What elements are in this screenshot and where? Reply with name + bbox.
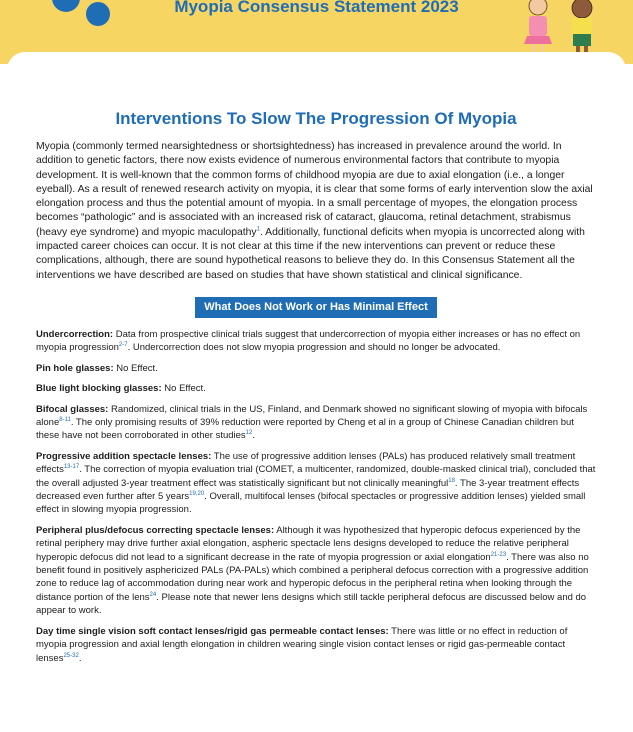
item-label: Pin hole glasses: [36, 362, 114, 374]
reference: 18 [448, 477, 455, 484]
reference: 1 [256, 226, 260, 233]
item-label: Peripheral plus/defocus correcting spectacle lenses: [36, 524, 275, 536]
item-label: Blue light blocking glasses: [36, 383, 162, 395]
article [36, 108, 596, 672]
section-heading: What Does Not Work or Has Minimal Effect [195, 297, 437, 318]
reference: 24 [149, 591, 157, 598]
item-pin-hole-glasses: Pin hole glasses: No Effect. [36, 362, 158, 374]
reference: 19,20 [189, 490, 205, 497]
item-peripheral-plus-lenses: Peripheral plus/defocus correcting spectacle lenses: Although it was hypothesized that hyperopic defocus experienced by the retinal periphery may drive further axial elongation, aspheric spectacle lens designs developed to reduce the relative peripheral hyperopic defocus did not lead to a significant decrease in the rate of myopia progression or axial elongation$^{21-23}$. There was also no benefit found in positively asphericized PALs (PA-PALs) which combined a peripheral defocus correction with a progressive addition zone to reduce lag of accommodation during near work and hyperopic defocus in the peripheral retina when looking through the distance portion of the lens$^{24}$. Please note that newer lens designs which still tackle peripheral defocus are discussed below and do appear to work. [36, 524, 589, 617]
section-heading-wrap [36, 297, 596, 318]
reference: 12 [245, 430, 253, 437]
reference: 8-11 [59, 416, 71, 423]
item-label: Undercorrection: [36, 328, 114, 340]
item-label: Day time single vision soft contact lenses/rigid gas permeable contact lenses: [36, 625, 389, 637]
item-single-vision-contact-lenses: Day time single vision soft contact lenses/rigid gas permeable contact lenses: There was little or no effect in reduction of myopia progression and axial length elongation in children wearing single vision contact lenses or rigid gas-permeable contact lenses$^{25-32}$. [36, 625, 568, 664]
banner-title: Myopia Consensus Statement 2023 [174, 0, 459, 16]
intro-paragraph: Myopia (commonly termed nearsightedness or shortsightedness) has increased in prevalence around the world. In addition to genetic factors, there now exists evidence of numerous environmental factors that contribute to myopia development. It is well-known that the common forms of childhood myopia are due to axial elongation (i.e., a longer eyeball). As a result of renewed research activity on myopia, it is clear that some forms of early intervention slow the axial elongation process and thus the potential amount of myopia. In a small percentage of myopes, the elongation process becomes “pathologic” and is associated with an increased risk of cataract, glaucoma, retinal detachment, strabismus (heavy eye syndrome) and myopic maculopathy$^1$. Additionally, functional deficits when myopia is uncorrected along with impacted career choices can occur. It is not clear at this time if the new interventions can prevent or reduce these complications, although, there are sound hypothetical reasons to believe they do. In this Consensus Statement all the interventions we have described are based on studies that have shown statistical and clinical significance. [36, 141, 593, 281]
reference: 25-32 [63, 652, 79, 659]
item-progressive-addition-lenses: Progressive addition spectacle lenses: The use of progressive addition lenses (PALs) has produced relatively small treatment effects$^{13-17}$. The correction of myopia evaluation trial (COMET, a multicenter, randomized, double-masked clinical trial), concluded that the overall adjusted 3-year treatment effect was statistically significant but not clinically meaningful$^{18}$. The 3-year treatment effects decreased even further after 5 years$^{19,20}$. Overall, multifocal lenses (bifocal spectacles or progressive addition lenses) yielded small effect in slowing myopia progression. [36, 450, 596, 516]
item-label: Progressive addition spectacle lenses: [36, 450, 212, 462]
item-label: Bifocal glasses: [36, 403, 109, 415]
item-blue-light-glasses: Blue light blocking glasses: No Effect. [36, 383, 206, 395]
reference: 13-17 [63, 464, 80, 471]
reference: 21-23 [490, 551, 507, 558]
article-title: Interventions To Slow The Progression Of Myopia [115, 109, 517, 128]
item-undercorrection: Undercorrection: Data from prospective clinical trials suggest that undercorrection of myopia either increases or has no effect on myopia progression$^{2-7}$. Undercorrection does not slow myopia progression and should no longer be advocated. [36, 328, 581, 354]
item-bifocal-glasses: Bifocal glasses: Randomized, clinical trials in the US, Finland, and Denmark showed no significant slowing of myopia with bifocals alone$^{8-11}$. The only promising results of 39% reduction were reported by Cheng et al in a group of Chinese Canadian children but these have not been corroborated in other studies$^{12}$. [36, 403, 588, 442]
reference: 2-7 [118, 342, 128, 349]
